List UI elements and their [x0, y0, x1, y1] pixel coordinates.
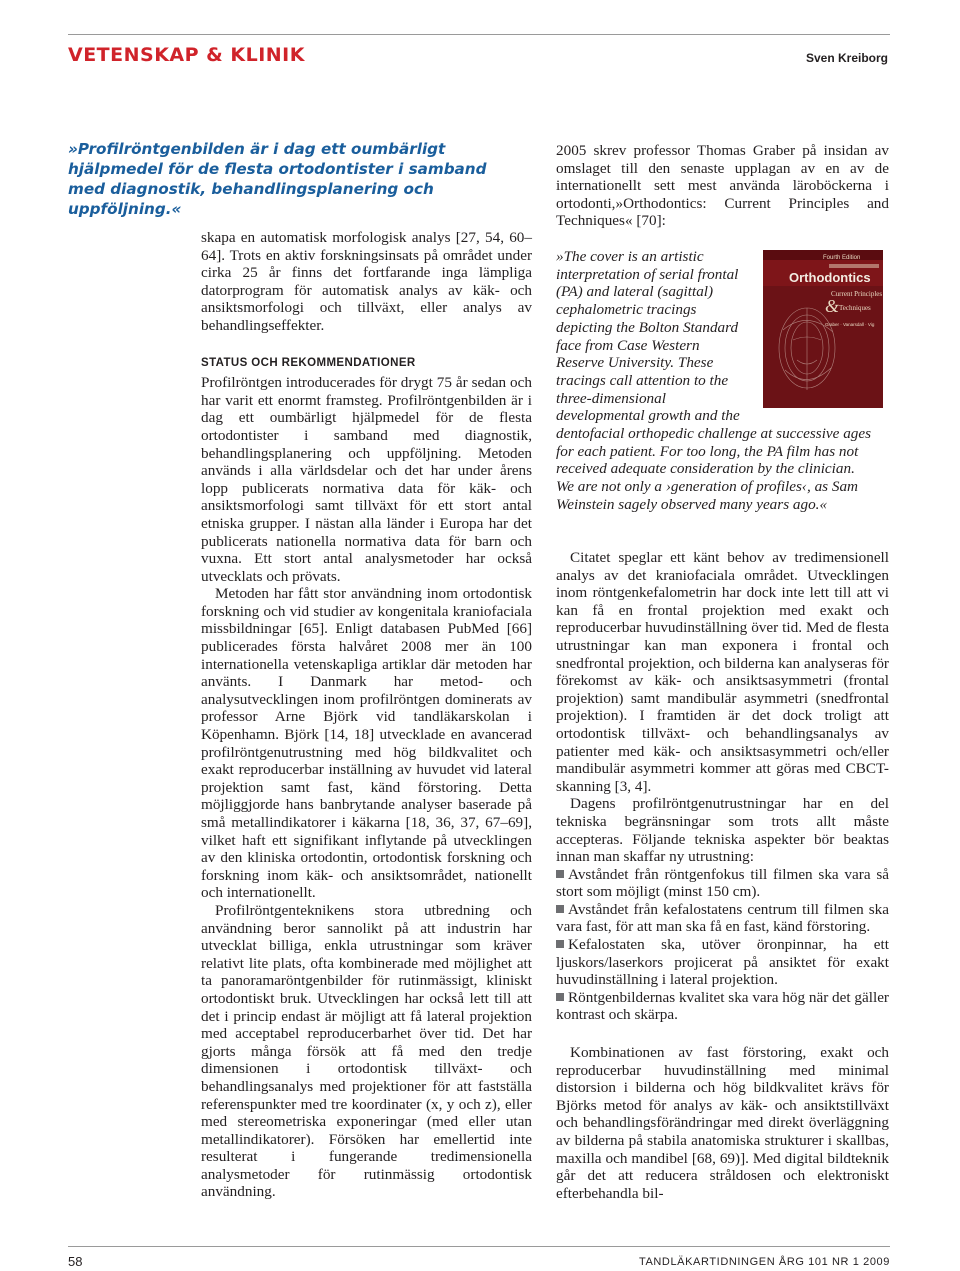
bullet-text: Avståndet från röntgenfokus till filmen ska vara så stort som möjligt (minst 150 cm).	[556, 865, 889, 901]
page-number: 58	[68, 1254, 83, 1269]
paragraph: Kombinationen av fast förstoring, exakt och reproducerbar huvudinställning med minimal distorsion i bilderna och hög bildkvalitet krävs för Björks metod för analys av käk- och ansiktstillväxt och behandlingsförändringar med direkt överläggning av bilderna på stabila anatomiska strukturer i skallbas, maxilla och mandibel [68, 69)]. Med digital bildteknik går det att reducera stråldosen och elektroniskt efterbehandla bil-	[556, 1044, 889, 1202]
paragraph: Profilröntgenteknikens stora utbredning och användning beror sannolikt på att industrin har utvecklat billiga, enkla utrustningar som kräver relativt lite plats, ofta kombinerade med möjlighet att ta panoramaröntgenbilder för rutinmässigt, kliniskt ortodontiskt bruk. Utvecklingen har också lett till att det i princip endast är möjligt att få lateral projektion med acceptabel reproducerbarhet över tid. Det har gjorts många försök att få med den tredje dimensionen i ortodontisk tillväxt- och behandlingsanalys med projektioner för att fastställa referenspunkter med tre koordinater (x, y och z), eller med stereometriska exponeringar (med eller utan metallindikatorer). Försöken har emellertid inte resulterat i fungerande tredimensionella analysmetoder för rutinmässig ortodontisk användning.	[201, 901, 532, 1201]
book-ampersand: &	[825, 296, 840, 316]
paragraph: Metoden har fått stor användning inom ortodontisk forskning och vid studier av kongenitala kraniofaciala missbildningar [65]. Enligt databasen PubMed [66] publicerades första halvåret 2008 mer än 100 internationella vetenskapliga artiklar där metoden har använts. I Danmark har metod- och analysutvecklingen inom profilröntgen dominerats av professor Arne Björk vid tandläkarskolan i Köpenhamn. Björk [14, 18] utvecklade en avancerad profilröntgenutrustning med hög bildkvalitet och exakt reproducerbar inställning av huvudet vid lateral projektion samt fast, känd förstoring. Detta möjliggjorde hans banbrytande analyser baserade på små metallindikatorer i käkarna [18, 36, 37, 67–69], vilket haft ett signifikant inflytande på utvecklingen av den kliniska ortodontin, ortodontisk forskning och forskning inom käk- och ansiktsområdet, nationellt och internationellt.	[201, 585, 532, 902]
paragraph: Dagens profilröntgenutrustningar har en del tekniska begränsningar som trots allt måste accepteras. Följande tekniska aspekter bör beaktas innan man skaffar ny utrustning:	[556, 795, 889, 866]
bullet-square-icon	[556, 905, 564, 913]
float-spacer	[748, 248, 876, 408]
book-authors: Graber · Vanarsdall · Vig	[825, 322, 875, 327]
left-column	[201, 229, 532, 1201]
journal-name: TANDLÄKARTIDNINGEN ÅRG 101 NR 1 2009	[638, 1256, 890, 1268]
right-column-body	[556, 549, 889, 1202]
book-cover-quote	[556, 248, 876, 514]
bullet-square-icon	[556, 940, 564, 948]
paragraph: Citatet speglar ett känt behov av tredimensionell analys av det kraniofaciala området. Utvecklingen inom röntgenkefalometrin har dock inte lett till att vi kan få en frontal projektion med exakt och reproducerbar huvudinställning över tid. Med de flesta utrustningar kan man exponera i frontal och snedfrontal projektion, och bilderna kan analyseras för förekomst av käk- och ansiktsasymmetri (frontal projektion) samt mandibulär asymmetri (snedfrontal projektion). I framtiden är det dock troligt att ortodontisk tillväxt- och behandlingsanalys av patienter med käk- och ansiktsasymmetri och/eller mandibulär asymmetri kommer att göras med CBCT-skanning [3, 4].	[556, 549, 889, 795]
bullet-text: Kefalostaten ska, utöver öronpinnar, ha ett ljuskors/laserkors projicerat på ansiktet för exakt huvudinställning i lateral projektion.	[556, 936, 889, 989]
footer-rule	[68, 1246, 890, 1247]
subheading: STATUS OCH REKOMMENDATIONER	[201, 356, 416, 369]
book-subtitle-2: Techniques	[839, 304, 871, 312]
bullet-item	[556, 901, 889, 936]
paragraph: skapa en automatisk morfologisk analys [27, 54, 60–64]. Trots en aktiv forskningsinsats på området under cirka 25 år finns det fortfarande inga lämpliga datorprogram för automatisk analys av käk- och ansiktsmorfologi och tillväxt, eller analys av behandlingseffekter.	[201, 229, 532, 334]
bullet-item	[556, 989, 889, 1024]
book-title: Orthodontics	[789, 270, 871, 285]
author-name: Sven Kreiborg	[805, 51, 888, 65]
header-rule	[68, 34, 890, 35]
bullet-item	[556, 866, 889, 901]
bullet-square-icon	[556, 870, 564, 878]
right-column-intro	[556, 142, 889, 230]
book-subtitle: Current Principles	[831, 290, 883, 298]
pull-quote: »Profilröntgenbilden är i dag ett oumbärligt hjälpmedel för de flesta ortodontister i samband med diagnostik, behandlingsplanering och uppföljning.«	[68, 140, 487, 218]
paragraph: 2005 skrev professor Thomas Graber på insidan av omslaget till den senaste upplagan av en av de internationellt sett mest använda läroböckerna i ortodonti,»Orthodontics: Current Principles and Techniques« [70]:	[556, 142, 889, 230]
bullet-square-icon	[556, 993, 564, 1001]
quote-text: »The cover is an artistic interpretation of serial frontal (PA) and lateral (sagittal) cephalometric tracings depicting the Bolton Standard face from Case Western Reserve University. These tracings call attention to the three-dimensional developmental growth and the dentofacial orthopedic challenge at successive ages for each patient. For too long, the PA film has not received adequate consideration by the clinician. We are not only a ›generation of profiles‹, as Sam Weinstein sagely observed many years ago.«	[556, 248, 872, 513]
bullet-text: Avståndet från kefalostatens centrum till filmen ska vara fast, för att man ska få en fast, känd förstoring.	[556, 900, 889, 936]
bullet-text: Röntgenbildernas kvalitet ska vara hög när det gäller kontrast och skärpa.	[556, 988, 889, 1024]
section-title: VETENSKAP & KLINIK	[68, 44, 305, 66]
book-edition: Fourth Edition	[823, 255, 861, 261]
paragraph: Profilröntgen introducerades för drygt 75 år sedan och har varit ett enormt framsteg. Profilröntgenbilden är i dag ett oumbärligt hjälpmedel för de flesta ortodontister i samband med diagnostik, behandlingsplanering och uppföljning. Metoden används i alla världsdelar och det har under årens lopp publicerats normativa data för käk- och ansiktsmorfologi samt tillväxt för ett stort antal etniska grupper. I nästan alla länder i Europa har det publicerats nationella normativa data för barn och vuxna. Ett stort antal analysmetoder har också utvecklats och prövats.	[201, 374, 532, 585]
bullet-item	[556, 936, 889, 989]
